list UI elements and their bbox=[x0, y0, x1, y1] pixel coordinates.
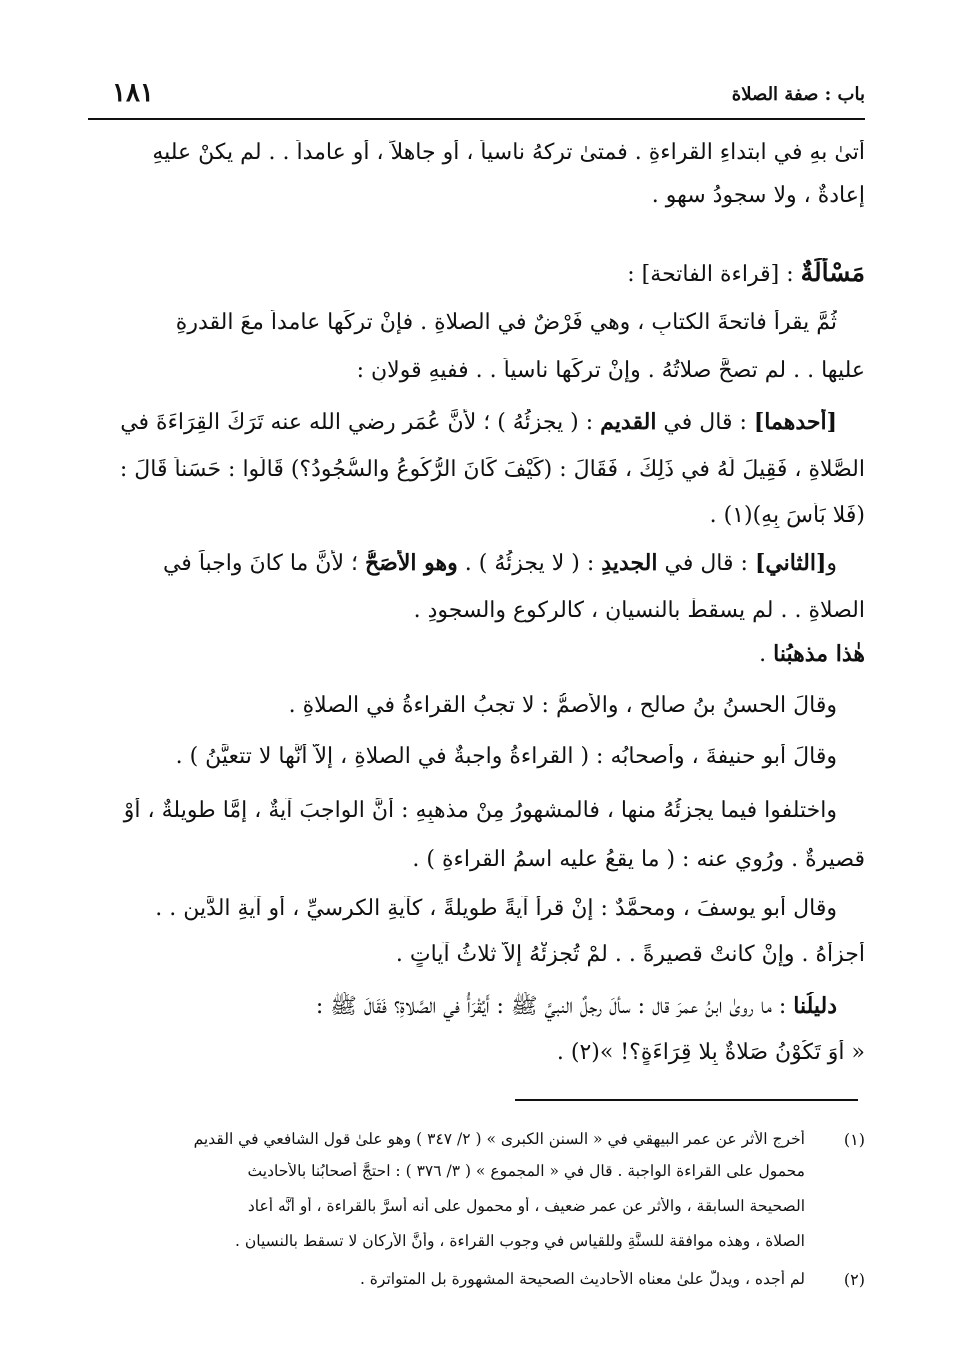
opinion-label-second: [الثاني] bbox=[754, 550, 827, 576]
body-text: و bbox=[826, 551, 837, 576]
body-line: وقالَ أبو حنيفةَ ، وأصحابُه : ( القراءةُ واجبةٌ في الصلاةِ ، إلاَّ أنَّها لا تتعيَّنُ ) . bbox=[175, 744, 837, 769]
footnote-number: (٢) bbox=[843, 1270, 865, 1289]
section-heading-label: مَسْأَلَةٌ bbox=[800, 258, 865, 287]
opinion-label-first: [أحدهما] bbox=[753, 409, 837, 435]
term-most-correct: وهو الأَصَحُّ bbox=[364, 550, 458, 576]
page-number: ١٨١ bbox=[112, 78, 154, 108]
term-our-evidence: دليلُنا bbox=[793, 993, 837, 1019]
body-line: « أَوَ تَكُوْنُ صَلاةٌ بِلا قِرَاءَةٍ؟! »(٢) . bbox=[556, 1040, 865, 1065]
body-line bbox=[88, 409, 837, 435]
term-old-school: القديم bbox=[600, 409, 657, 435]
body-text: . bbox=[759, 642, 774, 667]
body-text: : قال في bbox=[657, 551, 755, 576]
body-line bbox=[88, 992, 837, 1024]
body-line bbox=[88, 550, 837, 576]
header-rule bbox=[88, 118, 865, 120]
footnote-line: الصحيحة السابقة ، والأثر عن عمر ضعيف ، أو محمول على أنه أسرَّ بالقراءة ، أو أنَّه أعاد bbox=[247, 1197, 805, 1215]
body-line: عليها . . لم تصحَّ صلاتُهُ . وإنْ تركَها ناسياً . . ففيهِ قولانِ : bbox=[356, 358, 865, 383]
body-line: (فَلا بَأْسَ بِهِ)(١) . bbox=[709, 503, 865, 528]
footnote-rule bbox=[515, 1099, 858, 1101]
term-new-school: الجديدِ bbox=[601, 550, 658, 576]
body-line: وقال أبو يوسفَ ، ومحمَّدٌ : إنْ قرأَ آيةً طويلةً ، كآيةِ الكرسيِّ ، أو آيةِ الدَّينِ . . bbox=[155, 896, 837, 921]
body-line: الصَّلاةِ ، فَقِيلَ لَهُ في ذَلِكَ ، فَقَالَ : (كَيْفَ كَانَ الرُّكُوعُ والسُّجُودُ؟) قَالُوا : حَسَناً قَالَ : bbox=[119, 457, 865, 482]
body-line: إعادةٌ ، ولا سجودُ سهوٍ . bbox=[651, 183, 865, 208]
body-text: : ما روىٰ ابنُ عمرَ قال : سألَ رجلٌ النبيَّ ﷺ : أَيُقْرَأُ في الصَّلاةِ؟ فَقَالَ ﷺ : bbox=[315, 994, 794, 1019]
body-text: ؛ لأنَّ ما كانَ واجباً في bbox=[162, 551, 365, 576]
body-line: واختلفوا فيما يجزئُهُ منها ، فالمشهورُ مِنْ مذهبِهِ : أنَّ الواجبَ آيةٌ ، إمَّا طويلةٌ ، أوْ bbox=[123, 798, 837, 823]
footnote-line: محمول على القراءة الواجبة . قال في « المجموع » ( ٣/ ٣٧٦ ) : احتجَّ أصحابُنا بالأحاديث bbox=[247, 1162, 805, 1180]
section-heading bbox=[88, 258, 865, 287]
footnote-line: لم أجده ، ويدلُّ علىٰ معناه الأحاديث الصحيحة المشهورة بل المتواترة . bbox=[359, 1270, 805, 1288]
body-line: أتىٰ بهِ في ابتداءِ القراءةِ . فمتىٰ تركهُ ناسياً ، أو جاهلاً ، أو عامداً . . لم يكنْ عليهِ bbox=[152, 140, 865, 165]
footnote-line: أخرج الأثر عن عمر البيهقي في « السنن الكبرى » ( ٢/ ٣٤٧ ) وهو علىٰ قول الشافعي في القديم bbox=[193, 1130, 805, 1148]
footnote-number: (١) bbox=[843, 1130, 865, 1149]
body-text: : ( يجزئُهُ ) ؛ لأنَّ عُمَر رضي الله عنه تَرَكَ القِرَاءَةَ في bbox=[120, 410, 601, 435]
body-line: ثُمَّ يقرأُ فاتحةَ الكتابِ ، وهي فَرْضٌ في الصلاةِ . فإنْ تركَها عامداً معَ القدرةِ bbox=[175, 310, 837, 335]
body-line: الصلاةِ . . لم يسقطْ بالنسيانِ ، كالركوعِ والسجودِ . bbox=[413, 598, 865, 623]
body-line: وقالَ الحسنُ بنُ صالحٍ ، والأصمُّ : لا تجبُ القراءةُ في الصلاةِ . bbox=[288, 693, 837, 718]
body-line: أجزأَهُ . وإنْ كانتْ قصيرةً . . لمْ تُجزئْهُ إلاَّ ثلاثُ آياتٍ . bbox=[395, 942, 865, 967]
running-header-chapter: باب : صفة الصلاة bbox=[731, 84, 865, 105]
footnote-line: الصلاة ، وهذه موافقة للسنَّةِ وللقياسِ في وجوب القراءة ، وأنَّ الأركان لا تسقط بالنسيان . bbox=[235, 1232, 805, 1250]
term-our-school: هٰذا مذهبُنا bbox=[773, 641, 865, 667]
body-line bbox=[88, 641, 865, 667]
body-text: : قال في bbox=[656, 410, 754, 435]
body-line: قصيرةٌ . ورُوي عنه : ( ما يقعُ عليه اسمُ القراءةِ ) . bbox=[412, 847, 865, 872]
body-text: : ( لا يجزئُهُ ) . bbox=[457, 551, 602, 576]
section-heading-title: : [قراءة الفاتحة] : bbox=[627, 262, 801, 287]
